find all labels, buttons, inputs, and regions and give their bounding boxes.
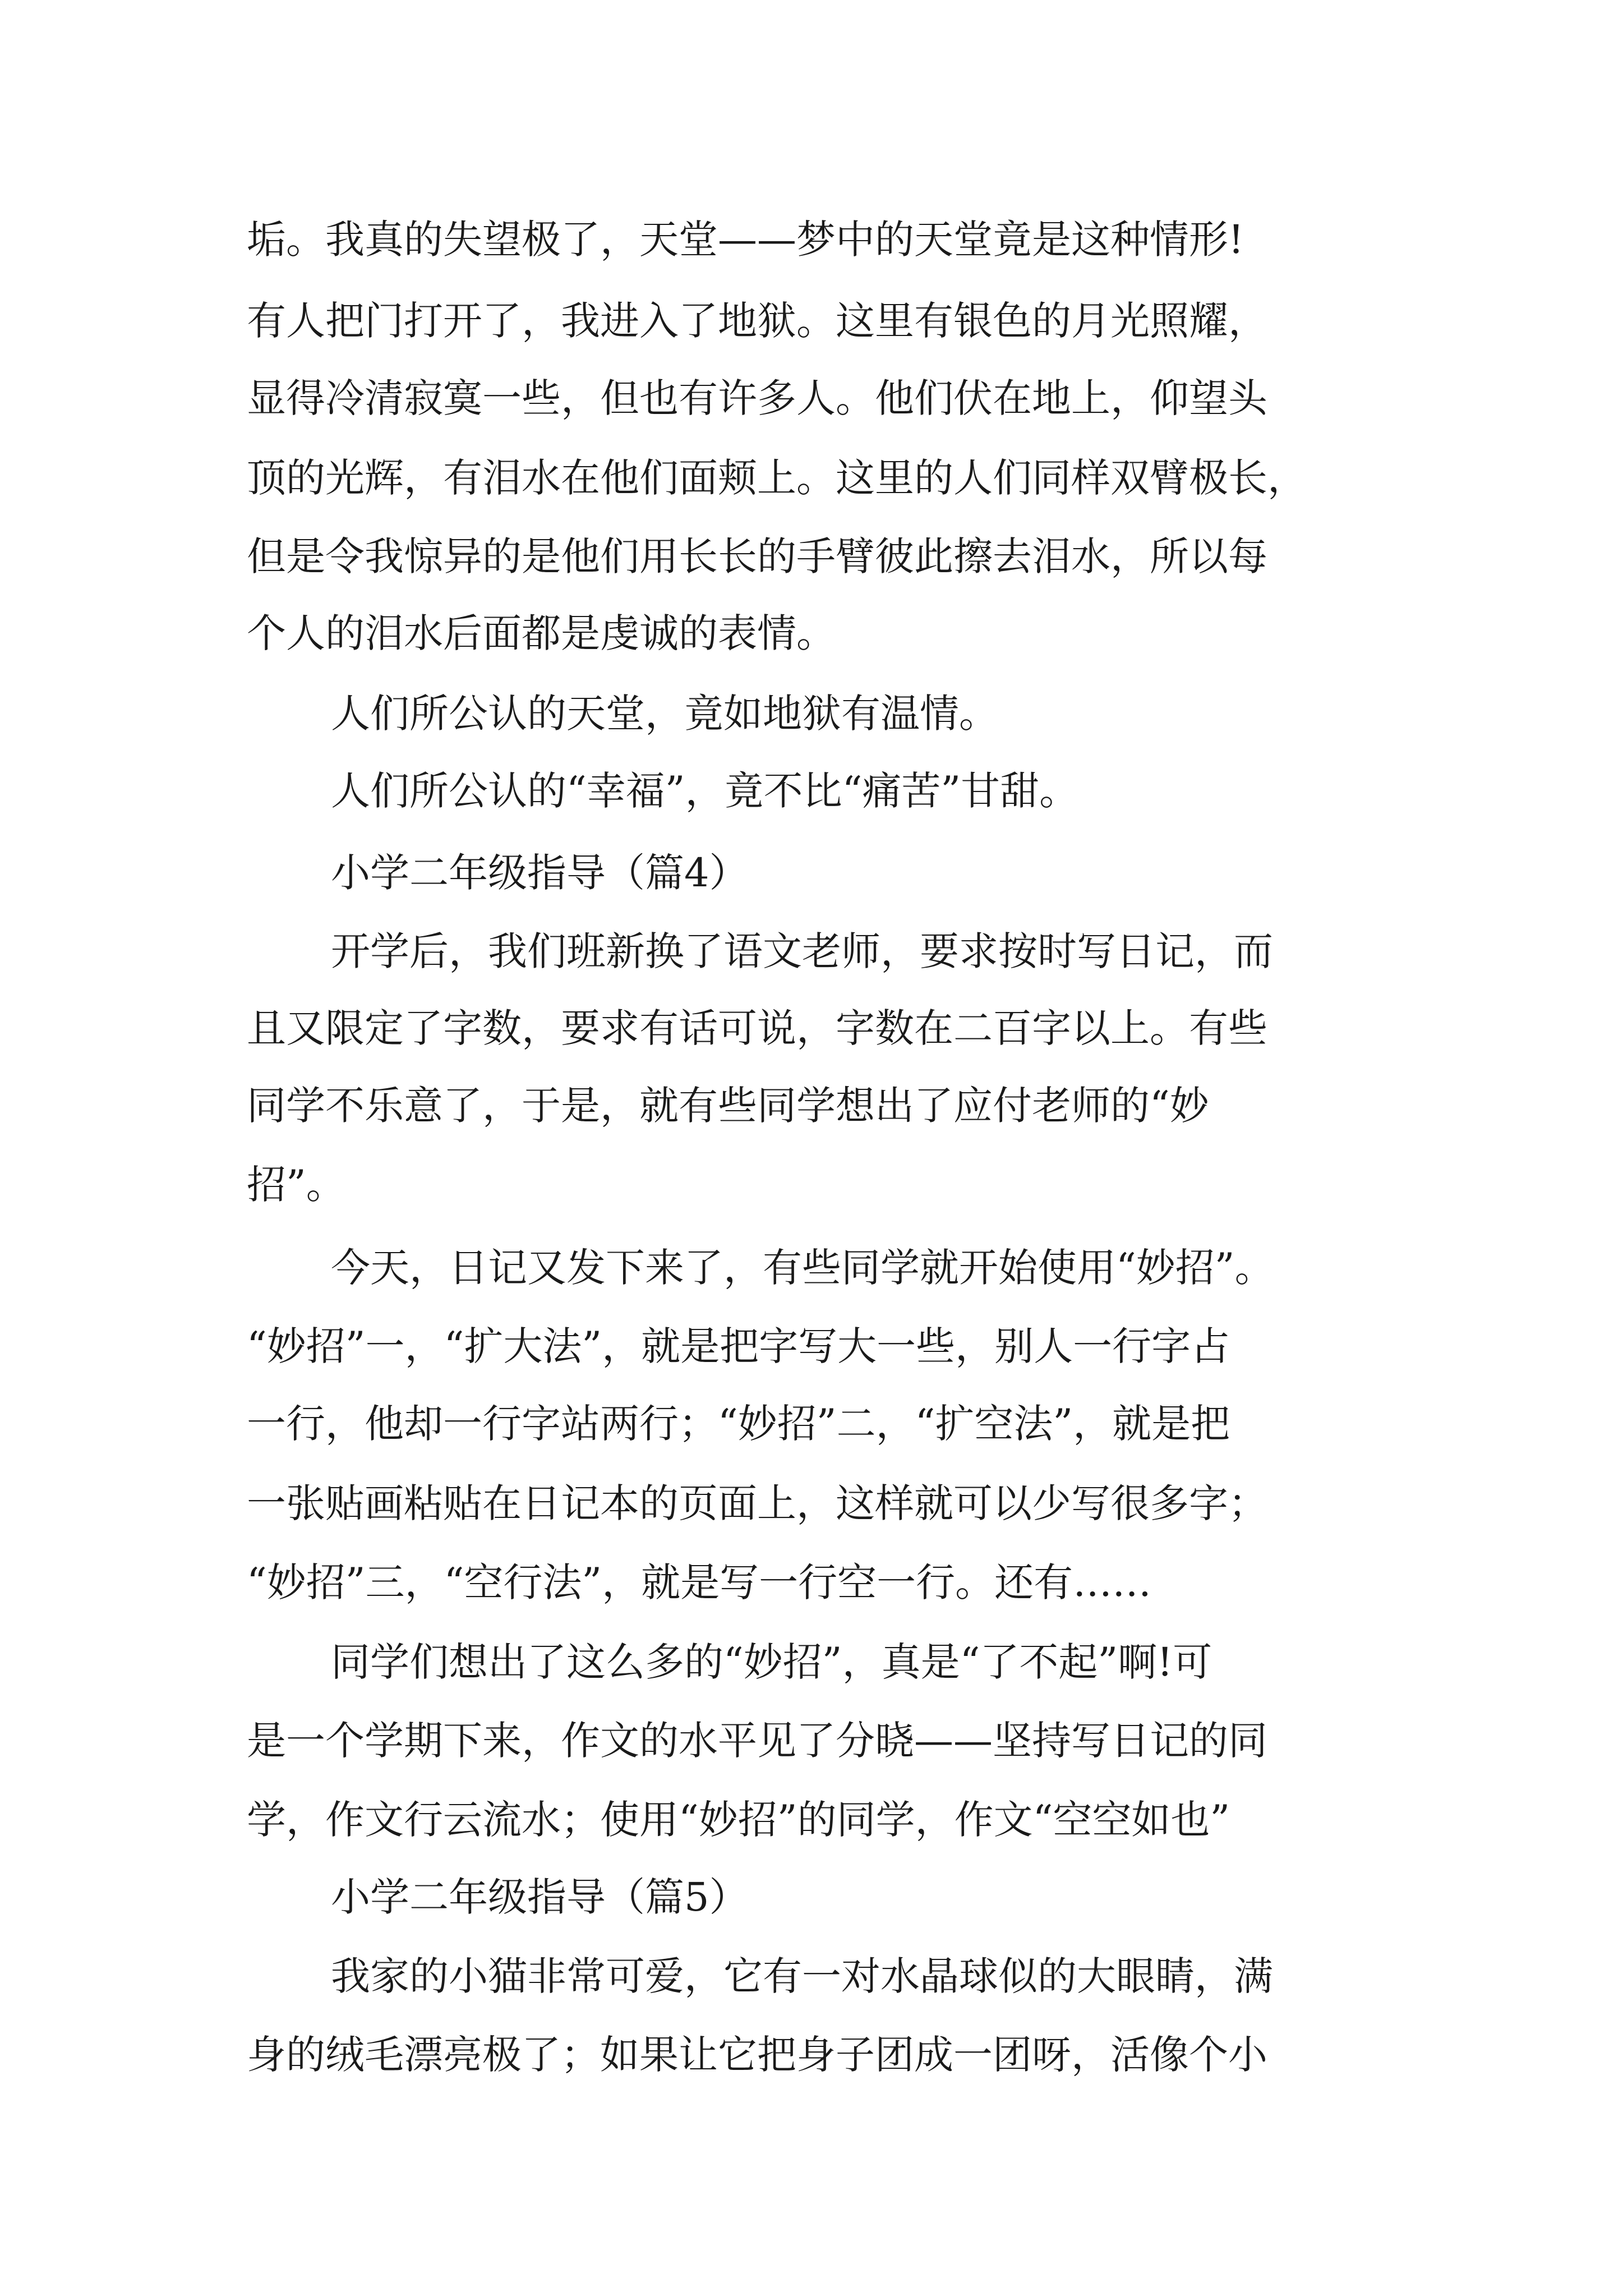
paragraph-line: 人们所公认的“幸福”，竟不比“痛苦”甘甜。 — [331, 768, 1079, 814]
text-line: 身的绒毛漂亮极了；如果让它把身子团成一团呀，活像个小 — [247, 2032, 1267, 2078]
text-line: 是一个学期下来，作文的水平见了分晓——坚持写日记的同 — [247, 1718, 1267, 1764]
text-line: 一行，他却一行字站两行；“妙招”二，“扩空法”，就是把 — [247, 1401, 1230, 1447]
text-line: 但是令我惊异的是他们用长长的手臂彼此擦去泪水，所以每 — [247, 533, 1267, 579]
section-heading: 小学二年级指导（篇4） — [331, 850, 749, 896]
text-line: “妙招”一，“扩大法”，就是把字写大一些，别人一行字占 — [247, 1323, 1230, 1369]
text-line: 同学不乐意了，于是，就有些同学想出了应付老师的“妙 — [247, 1083, 1209, 1129]
paragraph-line: 人们所公认的天堂，竟如地狱有温情。 — [331, 691, 998, 737]
text-line: 学，作文行云流水；使用“妙招”的同学，作文“空空如也” — [247, 1797, 1230, 1843]
section-heading: 小学二年级指导（篇5） — [331, 1874, 749, 1920]
text-line: 招”。 — [247, 1162, 345, 1208]
text-line: 显得冷清寂寞一些，但也有许多人。他们伏在地上，仰望头 — [247, 375, 1267, 421]
text-line: 顶的光辉，有泪水在他们面颊上。这里的人们同样双臂极长， — [247, 455, 1307, 501]
text-line: 且又限定了字数，要求有话可说，字数在二百字以上。有些 — [247, 1005, 1267, 1051]
text-line: 个人的泪水后面都是虔诚的表情。 — [247, 610, 836, 656]
paragraph-line: 开学后，我们班新换了语文老师，要求按时写日记，而 — [331, 928, 1273, 974]
paragraph-line: 同学们想出了这么多的“妙招”，真是“了不起”啊!可 — [331, 1639, 1212, 1685]
text-line: “妙招”三，“空行法”，就是写一行空一行。还有…… — [247, 1559, 1152, 1605]
paragraph-line: 今天，日记又发下来了，有些同学就开始使用“妙招”。 — [331, 1245, 1274, 1291]
text-line: 垢。我真的失望极了，天堂——梦中的天堂竟是这种情形! — [247, 217, 1244, 263]
paragraph-line: 我家的小猫非常可爱，它有一对水晶球似的大眼睛，满 — [331, 1953, 1273, 1999]
text-line: 一张贴画粘贴在日记本的页面上，这样就可以少写很多字； — [247, 1480, 1267, 1526]
text-line: 有人把门打开了，我进入了地狱。这里有银色的月光照耀， — [247, 298, 1267, 344]
